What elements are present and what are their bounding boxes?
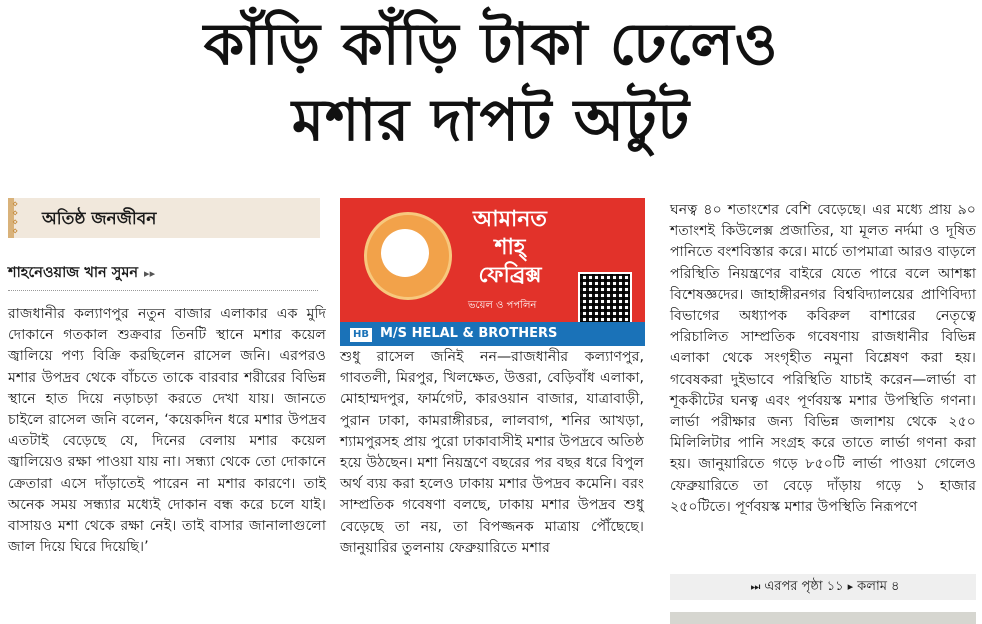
byline-author: শাহনেওয়াজ খান সুমন: [8, 265, 139, 281]
ad-brand-line: আমানত: [473, 207, 547, 232]
article-column-1: রাজধানীর কল্যাণপুর নতুন বাজার এলাকার এক মুদি দোকানে গতকাল শুক্রবার তিনটি স্থানে মশার কয়েল জ্বালিয়ে পণ্য বিক্রি করছিলেন রাসেল জনি। এরপরও মশার উপদ্রব থেকে বাঁচতে তাকে বারবার শরীরের বিভিন্ন স্থানে হাত দিয়ে নড়াচড়া করতে দেখা যায়। জানতে চাইলে রাসেল জনি বলেন, ‘কয়েকদিন ধরে মশার উপদ্রব এতটাই বেড়েছে যে, দিনের বেলায় মশার কয়েল জ্বালিয়েও রক্ষা পাওয়া যায় না। সন্ধ্যা থেকে তো দোকানে ক্রেতারা এসে দাঁড়াতেই পারেন না মশার কারণে। তাই অনেক সময় সন্ধ্যার মধ্যেই দোকান বন্ধ করে চলে যাই। বাসায়ও মশা থেকে রক্ষা নেই। তাই বাসার জানালাগুলো জাল দিয়ে ঘিরে দিয়েছি।’: [8, 306, 326, 556]
next-article-image: [670, 612, 976, 624]
headline-line-1: কাঁড়ি কাঁড়ি টাকা ঢেলেও: [203, 10, 779, 78]
ad-company: M/S HELAL & BROTHERS: [380, 326, 558, 341]
continuation-jump[interactable]: [670, 574, 976, 600]
zigzag-ornament-icon: ⋄ ⋄ ⋄ ⋄: [12, 199, 19, 237]
ad-tagline: ভয়েল ও পপলিন: [468, 300, 537, 311]
article-column-3: ঘনত্ব ৪০ শতাংশের বেশি বেড়েছে। এর মধ্যে প্রায় ৯০ শতাংশই কিউলেক্স প্রজাতির, যা মূলত নর্দমা ও দূষিত পানিতে বংশবিস্তার করে। মার্চে তাপমাত্রা আরও বাড়লে পরিস্থিতি নিয়ন্ত্রণের বাইরে যেতে পারে বলে আশঙ্কা বিশেষজ্ঞদের। জাহাঙ্গীরনগর বিশ্ববিদ্যালয়ের প্রাণিবিদ্যা বিভাগের অধ্যাপক কবিরুল বাশারের নেতৃত্বে পরিচালিত সাম্প্রতিক গবেষণায় রাজধানীর বিভিন্ন এলাকা থেকে সংগৃহীত নমুনা বিশ্লেষণ করা হয়। গবেষকরা দুইভাবে পরিস্থিতি যাচাই করেন—লার্ভা বা শূককীটের ঘনত্ব এবং পূর্ণবয়স্ক মশার উপস্থিতি গণনা। লার্ভা পরীক্ষার জন্য বিভিন্ন জলাশয় থেকে ২৫০ মিলিলিটার পানি সংগ্রহ করে তাতে লার্ভা গণনা করা হয়। জানুয়ারিতে গড়ে ৮৫০টি লার্ভা পাওয়া গেলেও ফেব্রুয়ারিতে তা বেড়ে দাঁড়ায় গড়ে ১ হাজার ২৫০টিতে। পূর্ণবয়স্ক মশার উপস্থিতি নিরূপণে: [670, 202, 976, 515]
headline-line-2: মশার দাপট অটুট: [291, 86, 691, 154]
byline-arrow-icon: ▸▸: [144, 267, 156, 280]
divider: [8, 290, 318, 291]
jump-arrow-icon: ⏭: [750, 580, 761, 593]
jump-column: কলাম ৪: [857, 579, 900, 594]
ad-brand: [450, 206, 570, 290]
byline: [8, 262, 155, 286]
jump-arrow-icon: ▸: [847, 580, 854, 593]
qr-code-icon[interactable]: [578, 272, 632, 326]
company-mark-icon: HB: [350, 328, 372, 342]
jump-text: এরপর পৃষ্ঠা ১১: [764, 579, 844, 594]
ad-company-bar: [340, 322, 645, 346]
ad-brand-line: শাহ্: [494, 235, 526, 260]
advertisement[interactable]: [340, 198, 645, 346]
article-column-2: শুধু রাসেল জনিই নন—রাজধানীর কল্যাণপুর, গাবতলী, মিরপুর, খিলক্ষেত, উত্তরা, বেড়িবাঁধ এলাকা, মোহাম্মদপুর, ফার্মগেট, কারওয়ান বাজার, যাত্রাবাড়ী, পুরান ঢাকা, কামরাঙ্গীরচর, লালবাগ, শনির আখড়া, শ্যামপুরসহ প্রায় পুরো ঢাকাবাসীই মশার উপদ্রবে অতিষ্ঠ হয়ে উঠছেন। মশা নিয়ন্ত্রণে বছরের পর বছর ধরে বিপুল অর্থ ব্যয় করা হলেও ঢাকায় মশার উপদ্রব কমেনি। বরং সাম্প্রতিক গবেষণা বলছে, ঢাকায় মশার উপদ্রব শুধু বেড়েছে তা নয়, তা বিপজ্জনক মাত্রায় পৌঁছেছে। জানুয়ারির তুলনায় ফেব্রুয়ারিতে মশার: [340, 349, 644, 556]
cotton-flower-logo-icon: [364, 212, 452, 300]
section-tag: [8, 198, 320, 238]
headline: [0, 6, 982, 158]
ad-brand-line: ফেব্রিক্স: [478, 263, 542, 288]
section-label: অতিষ্ঠ জনজীবন: [42, 209, 157, 229]
